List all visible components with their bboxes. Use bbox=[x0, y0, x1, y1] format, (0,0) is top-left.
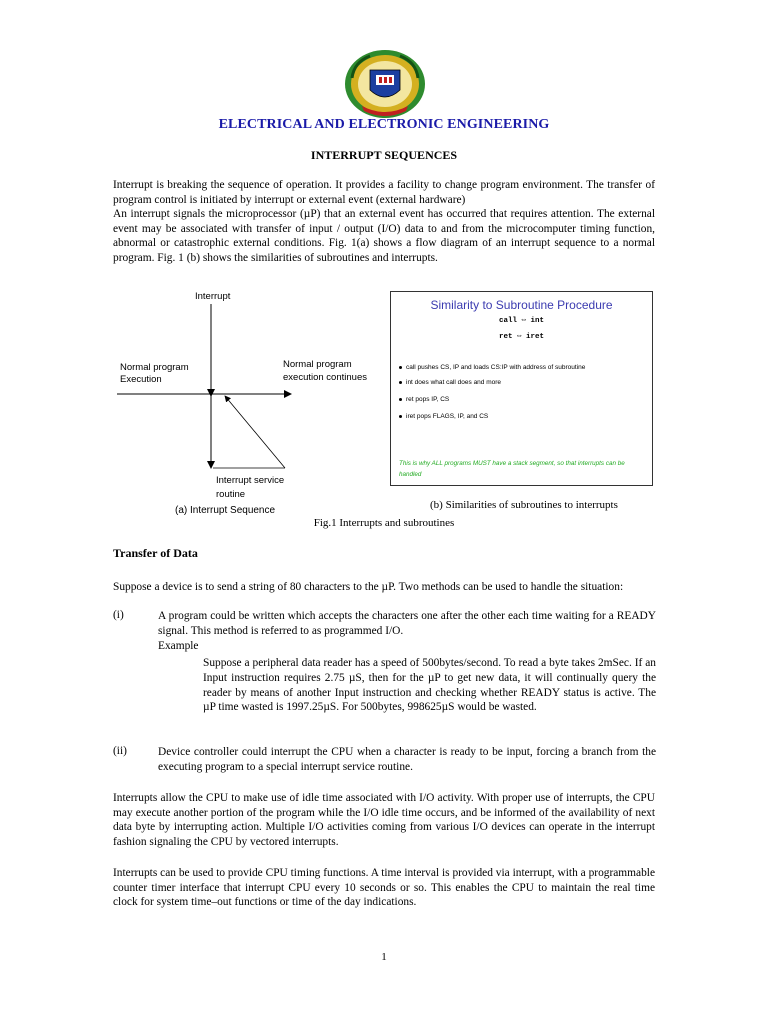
isr-label-1: Interrupt service bbox=[216, 475, 285, 486]
timing-paragraph: Interrupts can be used to provide CPU timing functions. A time interval is provided via interrupt, with a programmable counter timer interface that interrupt CPU every 10 seconds or so. This enables the CPU to maintain the real time clock for system time–out functions or time of the day indications. bbox=[113, 867, 655, 908]
intro-paragraph-2: An interrupt signals the microprocessor (µP) that an external event has occurred that requires attention. The external event may be associated with transfer of input / output (I/O) data to and from the microcomputer timing function, abnormal or catastrophic external conditions. Fig. 1(a) shows a flow diagram of an interrupt sequence to a normal program. Fig. 1 (b) shows the similarities of subroutines and interrupts. bbox=[113, 208, 655, 264]
page-title: INTERRUPT SEQUENCES bbox=[310, 148, 458, 162]
example-text: Suppose a peripheral data reader has a speed of 500bytes/second. To read a byte takes 2mSec. If an Input instruction requires 2.75 µS, then for the µP to get new data, it will continually query the reader by means of another Input instruction and checking whether READY status is active. The µP time wasted is 1997.25µS. For 500bytes, 998625µS would be wasted. bbox=[203, 657, 656, 714]
example-label: Example bbox=[158, 640, 199, 652]
slide-title: Similarity to Subroutine Procedure bbox=[430, 298, 613, 312]
idle-time-paragraph: Interrupts allow the CPU to make use of idle time associated with I/O activity. With proper use of interrupts, the CPU may execute another portion of the program while the I/O idle time occurs, and be informed of the availability of next data byte by interrupting action. Multiple I/O activities coming from various I/O devices can operate in the interrupt fashion signaling the CPU by vectored interrupts. bbox=[113, 792, 655, 848]
list-item-text: Device controller could interrupt the CPU when a character is ready to be input, forcing a branch from the executing program to a special interrupt service routine. bbox=[158, 746, 656, 773]
transfer-of-data-heading: Transfer of Data bbox=[113, 546, 198, 560]
university-crest-logo bbox=[340, 48, 430, 120]
slide-ret-iret: ret ⇔ iret bbox=[498, 333, 544, 341]
slide-call-int: call ⇔ int bbox=[498, 317, 544, 325]
normal-program-label-2: Execution bbox=[120, 374, 162, 385]
normal-program-label-1: Normal program bbox=[120, 362, 189, 373]
figure-b-label: (b) Similarities of subroutines to interrupts bbox=[430, 499, 618, 511]
slide-note: This is why ALL programs MUST have a stack segment, so that interrupts can be handled bbox=[399, 460, 625, 478]
page-number: 1 bbox=[381, 951, 387, 963]
list-item-text: A program could be written which accepts the characters one after the other each time waiting for a READY signal. This method is referred to as programmed I/O. bbox=[158, 610, 656, 637]
slide-bullet: ret pops IP, CS bbox=[399, 396, 449, 403]
department-heading: ELECTRICAL AND ELECTRONIC ENGINEERING bbox=[218, 117, 550, 132]
return-arrow bbox=[225, 396, 285, 468]
continues-label-1: Normal program bbox=[283, 359, 352, 370]
continues-label-2: execution continues bbox=[283, 372, 367, 383]
list-number: (ii) bbox=[113, 745, 127, 757]
transfer-intro-paragraph: Suppose a device is to send a string of 80 characters to the µP. Two methods can be used to handle the situation: bbox=[113, 581, 624, 593]
isr-label-2: routine bbox=[216, 489, 246, 500]
slide-bullet: iret pops FLAGS, IP, and CS bbox=[399, 413, 488, 420]
list-number: (i) bbox=[113, 609, 124, 621]
figure-caption: Fig.1 Interrupts and subroutines bbox=[313, 517, 455, 529]
interrupt-sequence-diagram bbox=[113, 286, 383, 501]
interrupt-label: Interrupt bbox=[195, 291, 231, 302]
slide-bullet: int does what call does and more bbox=[399, 379, 501, 386]
subroutine-similarity-slide bbox=[390, 291, 653, 486]
figure-a-label: (a) Interrupt Sequence bbox=[175, 505, 276, 516]
intro-paragraph-1: Interrupt is breaking the sequence of operation. It provides a facility to change program environment. The transfer of program control is initiated by interrupt or external event (external hardware) bbox=[113, 179, 655, 206]
slide-bullet: call pushes CS, IP and loads CS:IP with address of subroutine bbox=[399, 364, 585, 371]
